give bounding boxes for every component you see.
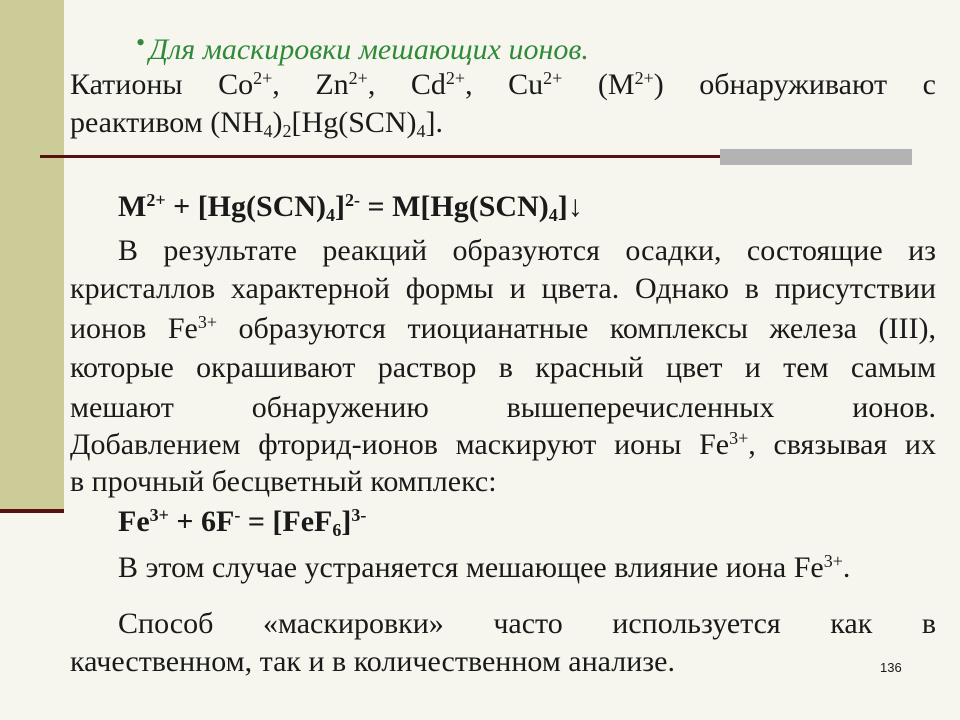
para2-line2: кристаллов характерной формы и цвета. Однако в присутствии — [70, 272, 936, 305]
gray-accent-bar — [720, 149, 912, 165]
para2-line7: в прочный бесцветный комплекс: — [70, 465, 497, 498]
left-decor-rule — [0, 509, 64, 513]
para1-line1: Катионы $Со^{2+}$, $Zn^{2+}$, $Cd^{2+}$, $Cu^{2+}$ $(M^{2+})$ обнаруживают с — [70, 68, 936, 101]
para2-line6: Добавлением фторид-ионов маскируют ионы $Fe^{3+}$, связывая их — [70, 428, 936, 461]
para1-line2: реактивом $(NH_4)_2[Hg(SCN)_4]$. — [70, 106, 444, 142]
para2-line5: мешают обнаружению вышеперечисленных ионов. — [70, 391, 936, 424]
para3: В этом случае устраняется мешающее влияние иона $Fe^{3+}$. — [118, 551, 851, 584]
para4-line2: качественном, так и в количественном анализе. — [70, 645, 675, 678]
para2-line1: В результате реакций образуются осадки, состоящие из — [118, 234, 936, 267]
bullet-heading — [136, 28, 589, 70]
bullet-text: Для маскировки мешающих ионов. — [149, 33, 589, 66]
bullet-dot-icon: • — [136, 28, 146, 57]
left-decor-bar — [0, 0, 64, 512]
para4-line1: Способ «маскировки» часто используется как в — [118, 607, 936, 640]
para2-line4: которые окрашивают раствор в красный цвет и тем самым — [70, 351, 936, 384]
down-arrow-icon: ↓ — [567, 190, 583, 223]
para2-line3: ионов $Fe^{3+}$ образуются тиоцианатные комплексы железа (III), — [70, 312, 936, 345]
page-number: 136 — [880, 660, 902, 675]
equation-2: $Fe^{3+} + 6F^- = [FeF_6]^{3-}$ — [118, 505, 367, 541]
equation-1: $M^{2+} + [Hg(SCN)_4]^{2-}$ = $M[Hg(SCN)_4]↓$ — [118, 190, 583, 226]
